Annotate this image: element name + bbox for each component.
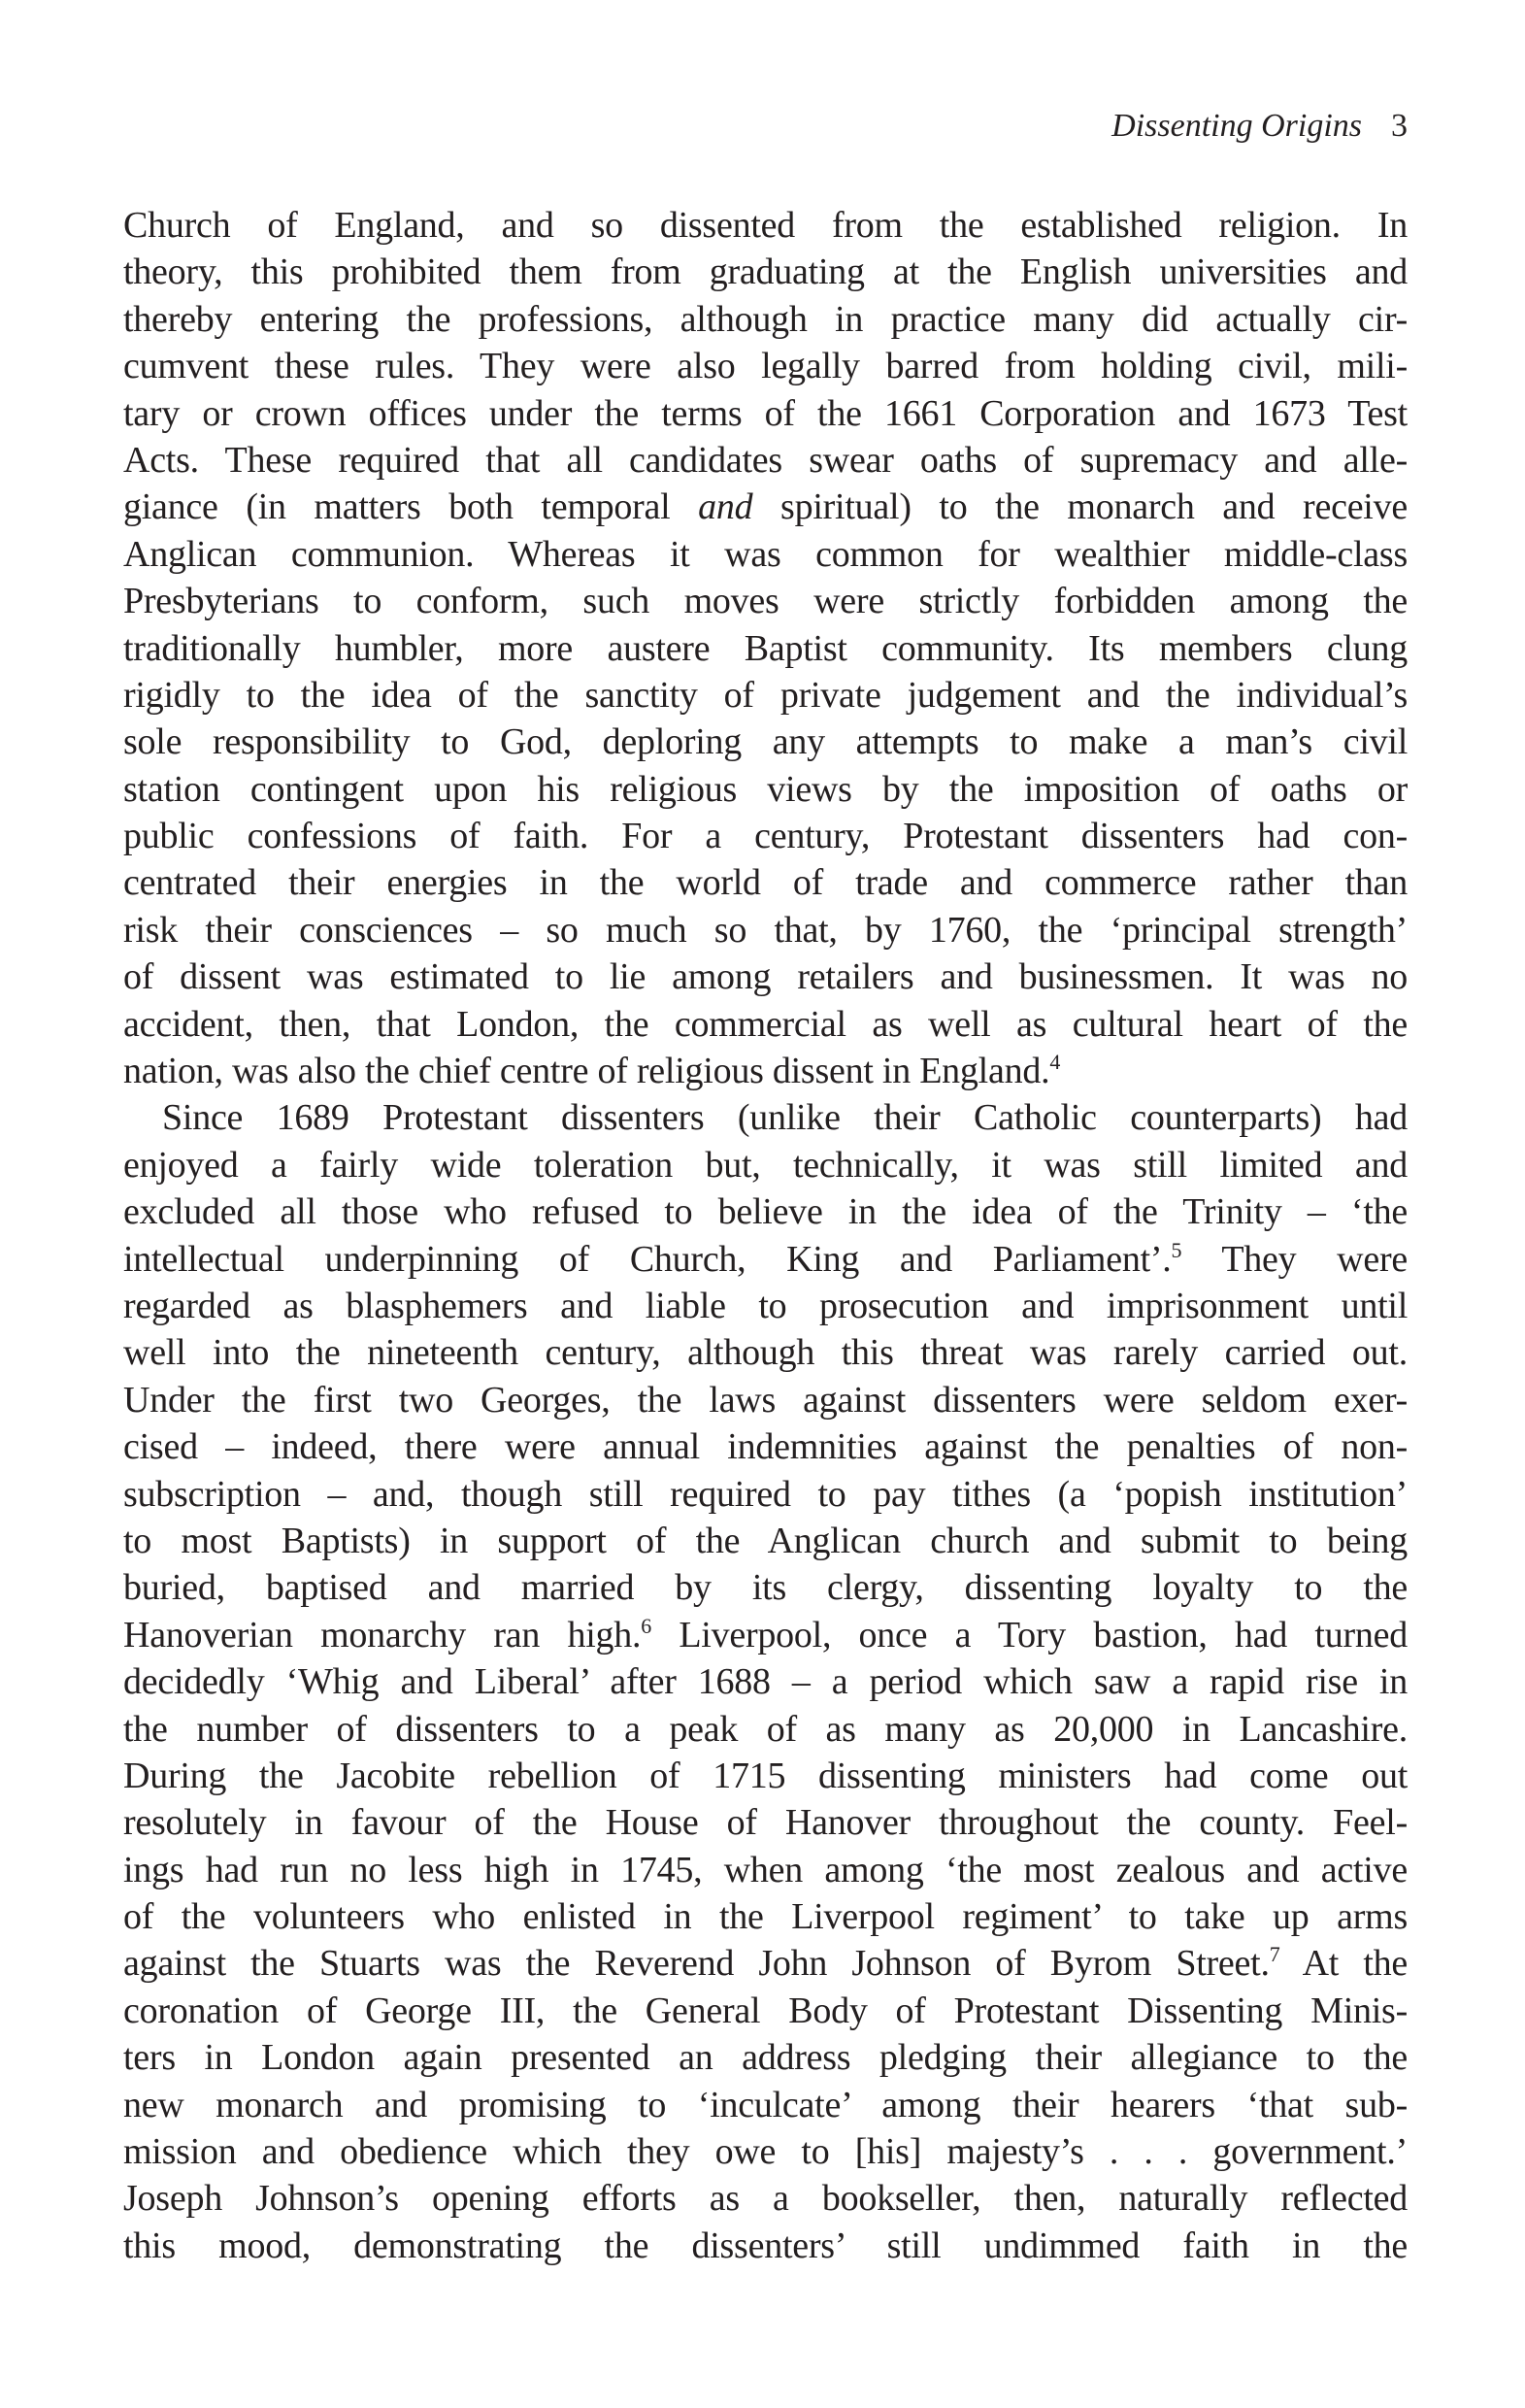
text-line: resolutely in favour of the House of Hanover throughout the county. Feel- bbox=[123, 1802, 1408, 1844]
text-line: Since 1689 Protestant dissenters (unlike their Catholic counterparts) had bbox=[162, 1097, 1408, 1139]
text-line: During the Jacobite rebellion of 1715 dissenting ministers had come out bbox=[123, 1755, 1408, 1796]
text-line: of the volunteers who enlisted in the Liverpool regiment’ to take up arms bbox=[123, 1896, 1408, 1938]
text-line: Hanoverian monarchy ran high.$^6$ Liverpool, once a Tory bastion, had turned bbox=[123, 1613, 1408, 1656]
text-line: subscription – and, though still required to pay tithes (a ‘popish institution’ bbox=[123, 1473, 1408, 1515]
text-line: cumvent these rules. They were also legally barred from holding civil, mili- bbox=[123, 346, 1408, 387]
text-line: Acts. These required that all candidates swear oaths of supremacy and alle- bbox=[123, 439, 1408, 481]
text-line: enjoyed a fairly wide toleration but, technically, it was still limited and bbox=[123, 1144, 1408, 1186]
text-line: against the Stuarts was the Reverend John Johnson of Byrom Street.$^7$ At the bbox=[123, 1942, 1408, 1985]
text-line: well into the nineteenth century, although this threat was rarely carried out. bbox=[123, 1332, 1408, 1374]
text-line: this mood, demonstrating the dissenters’ still undimmed faith in the bbox=[123, 2224, 1408, 2266]
text-line: accident, then, that London, the commercial as well as cultural heart of the bbox=[123, 1003, 1408, 1045]
text-line: Church of England, and so dissented from the established religion. In bbox=[123, 205, 1408, 246]
footnote-ref[interactable]: 4 bbox=[1049, 1050, 1061, 1075]
text-line: tary or crown offices under the terms of the 1661 Corporation and 1673 Test bbox=[123, 392, 1408, 434]
emphasis: and bbox=[698, 486, 753, 528]
text-line: Anglican communion. Whereas it was common for wealthier middle-class bbox=[123, 533, 1408, 575]
text-line: station contingent upon his religious views by the imposition of oaths or bbox=[123, 768, 1408, 810]
text-line: new monarch and promising to ‘inculcate’ among their hearers ‘that sub- bbox=[123, 2084, 1408, 2125]
text-line: sole responsibility to God, deploring any attempts to make a man’s civil bbox=[123, 721, 1408, 763]
text-line: ings had run no less high in 1745, when among ‘the most zealous and active bbox=[123, 1849, 1408, 1890]
footnote-ref[interactable]: 6 bbox=[641, 1613, 652, 1638]
running-title: Dissenting Origins bbox=[1111, 108, 1362, 144]
text-line: ters in London again presented an address pledging their allegiance to the bbox=[123, 2037, 1408, 2079]
text-line: mission and obedience which they owe to [his] majesty’s . . . government.’ bbox=[123, 2131, 1408, 2173]
text-line: centrated their energies in the world of trade and commerce rather than bbox=[123, 862, 1408, 904]
text-line: of dissent was estimated to lie among retailers and businessmen. It was no bbox=[123, 956, 1408, 998]
text-line: the number of dissenters to a peak of as many as 20,000 in Lancashire. bbox=[123, 1708, 1408, 1750]
text-line: regarded as blasphemers and liable to prosecution and imprisonment until bbox=[123, 1285, 1408, 1326]
running-head bbox=[1111, 105, 1408, 148]
page-number: 3 bbox=[1391, 108, 1408, 144]
text-line: coronation of George III, the General Body of Protestant Dissenting Minis- bbox=[123, 1990, 1408, 2031]
text-line: public confessions of faith. For a century, Protestant dissenters had con- bbox=[123, 816, 1408, 857]
text-line: buried, baptised and married by its clergy, dissenting loyalty to the bbox=[123, 1567, 1408, 1609]
paragraph bbox=[123, 1094, 1408, 2269]
text-line: thereby entering the professions, although in practice many did actually cir- bbox=[123, 298, 1408, 340]
text-line: Under the first two Georges, the laws against dissenters were seldom exer- bbox=[123, 1379, 1408, 1421]
text-line: risk their consciences – so much so that, by 1760, the ‘principal strength’ bbox=[123, 909, 1408, 951]
footnote-ref[interactable]: 5 bbox=[1171, 1237, 1182, 1262]
paragraph bbox=[123, 202, 1408, 1094]
text-line: intellectual underpinning of Church, King and Parliament’.$^5$ They were bbox=[123, 1237, 1408, 1280]
text-line: Joseph Johnson’s opening efforts as a bookseller, then, naturally reflected bbox=[123, 2178, 1408, 2220]
text-line: theory, this prohibited them from graduating at the English universities and bbox=[123, 251, 1408, 293]
text-line: Presbyterians to conform, such moves were strictly forbidden among the bbox=[123, 581, 1408, 622]
footnote-ref[interactable]: 7 bbox=[1269, 1942, 1280, 1967]
text-line: nation, was also the chief centre of religious dissent in England.$^4$ bbox=[123, 1050, 1061, 1092]
text-line: rigidly to the idea of the sanctity of private judgement and the individual’s bbox=[123, 674, 1408, 716]
text-line: decidedly ‘Whig and Liberal’ after 1688 – a period which saw a rapid rise in bbox=[123, 1661, 1408, 1703]
text-line: excluded all those who refused to believe in the idea of the Trinity – ‘the bbox=[123, 1191, 1408, 1233]
text-line: giance (in matters both temporal and spiritual) to the monarch and receive bbox=[123, 486, 1408, 528]
text-line: to most Baptists) in support of the Anglican church and submit to being bbox=[123, 1520, 1408, 1561]
text-line: cised – indeed, there were annual indemnities against the penalties of non- bbox=[123, 1426, 1408, 1468]
body-text bbox=[123, 202, 1408, 2269]
text-line: traditionally humbler, more austere Baptist community. Its members clung bbox=[123, 627, 1408, 669]
